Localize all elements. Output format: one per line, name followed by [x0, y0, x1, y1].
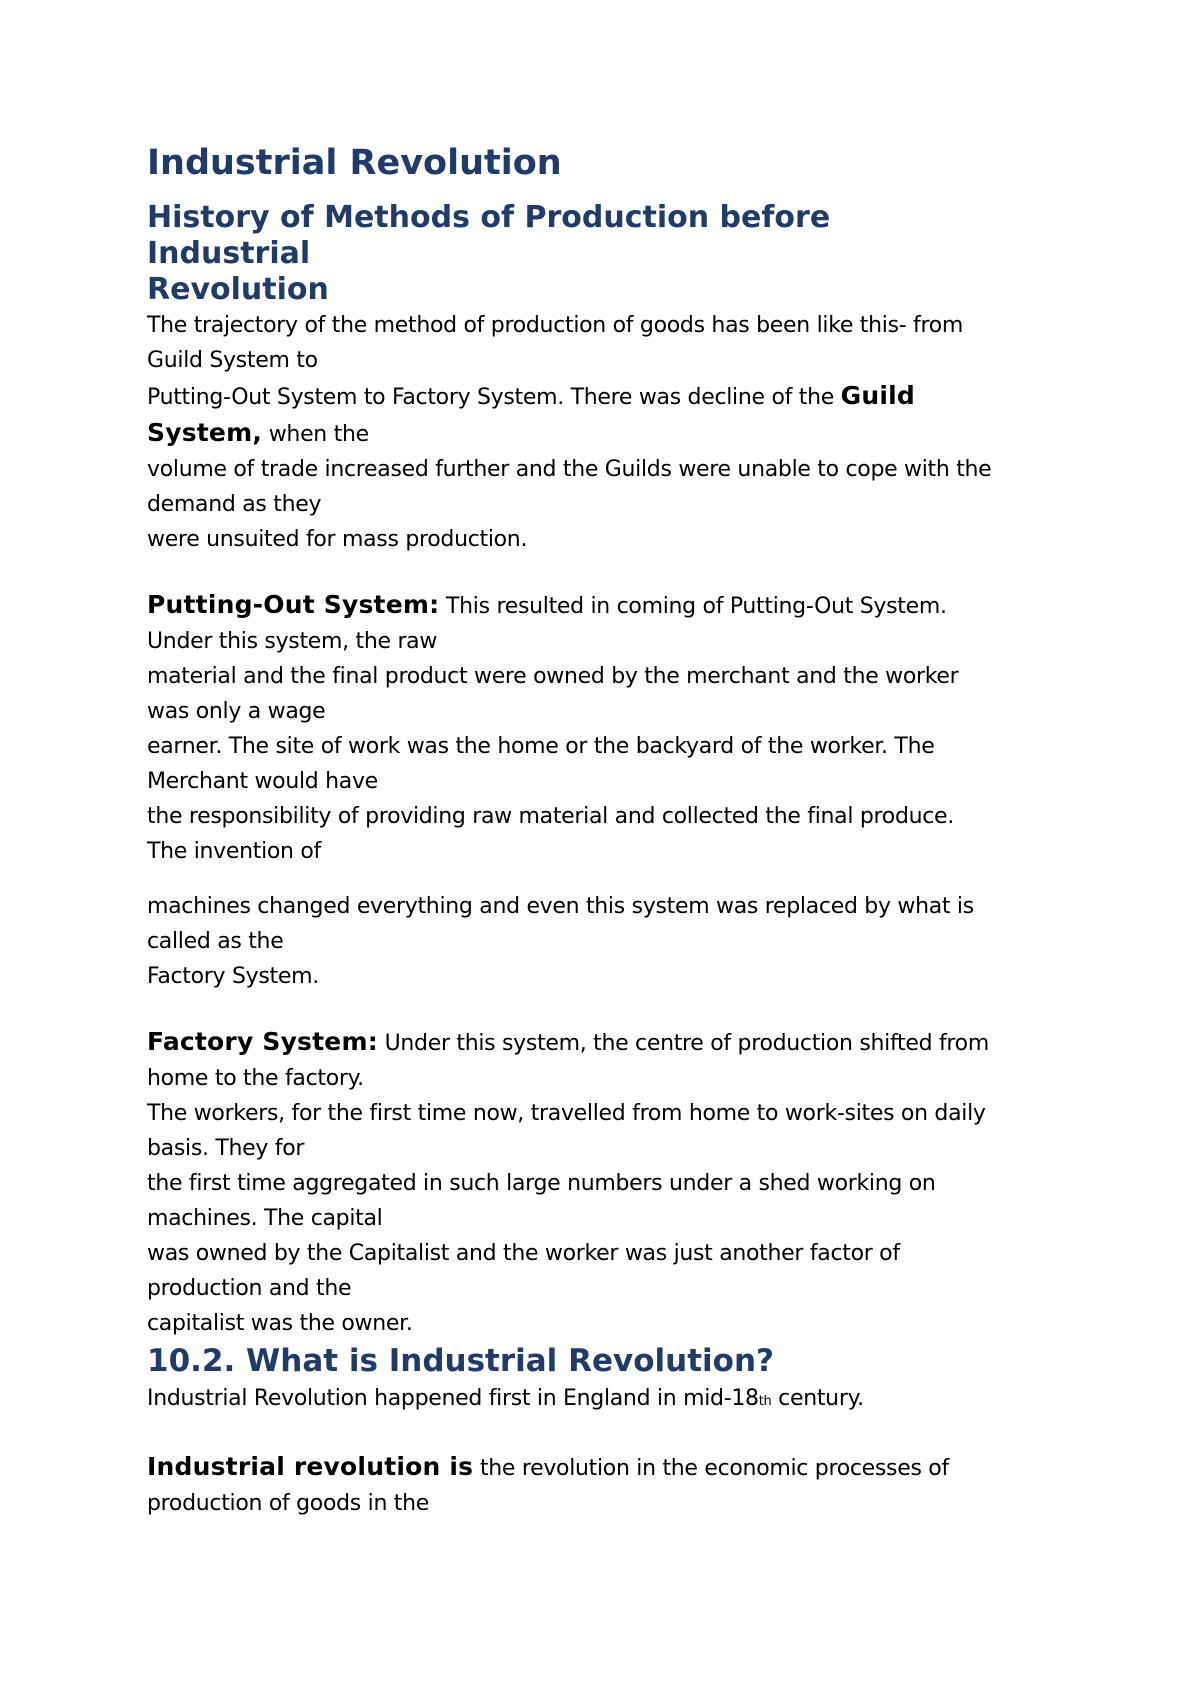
text-line: Under this system, the raw	[147, 629, 438, 654]
bold-term-factory-system: Factory System:	[147, 1027, 378, 1056]
text-line: the responsibility of providing raw material and collected the final produce.	[147, 804, 954, 829]
bold-term-putting-out: Putting-Out System:	[147, 590, 440, 619]
text-line: The trajectory of the method of production of goods has been like this- from	[147, 313, 964, 338]
text-line: was owned by the Capitalist and the worker was just another factor of	[147, 1241, 900, 1266]
bold-term-guild: Guild	[840, 381, 916, 410]
text-run: Putting-Out System to Factory System. There was decline of the	[147, 385, 841, 410]
paragraph-machines	[147, 889, 1067, 994]
heading-line: Industrial	[147, 236, 311, 271]
paragraph-putting-out-system	[147, 587, 1067, 869]
heading-line: History of Methods of Production before	[147, 200, 831, 235]
text-line: volume of trade increased further and the Guilds were unable to cope with the	[147, 457, 992, 482]
document-page	[147, 140, 1067, 1521]
text-line: earner. The site of work was the home or the backyard of the worker. The	[147, 734, 935, 759]
text-line: called as the	[147, 929, 284, 954]
ordinal-suffix: th	[758, 1394, 772, 1409]
text-run: This resulted in coming of Putting-Out System.	[439, 594, 947, 619]
text-line: Factory System.	[147, 964, 319, 989]
text-line: basis. They for	[147, 1136, 305, 1161]
heading-line: Revolution	[147, 272, 329, 307]
text-run: century.	[771, 1386, 864, 1411]
text-run: the revolution in the economic processes of	[473, 1456, 949, 1481]
text-line: capitalist was the owner.	[147, 1311, 413, 1336]
text-line: were unsuited for mass production.	[147, 527, 528, 552]
text-line	[147, 1449, 1067, 1486]
text-line: the first time aggregated in such large numbers under a shed working on	[147, 1171, 936, 1196]
text-line: production of goods in the	[147, 1491, 429, 1516]
document-title: Industrial Revolution	[147, 143, 562, 183]
text-line: machines. The capital	[147, 1206, 383, 1231]
text-line: production and the	[147, 1276, 352, 1301]
text-line: Merchant would have	[147, 769, 378, 794]
text-run: Industrial Revolution happened first in England in mid-18	[147, 1386, 759, 1411]
text-line: The workers, for the first time now, travelled from home to work-sites on daily	[147, 1101, 986, 1126]
section-heading-what-is-ir: 10.2. What is Industrial Revolution?	[147, 1343, 774, 1379]
bold-term-ir-is: Industrial revolution is	[147, 1452, 474, 1481]
text-line: home to the factory.	[147, 1066, 364, 1091]
paragraph-ir-england	[147, 1381, 1067, 1419]
text-line: Guild System to	[147, 348, 318, 373]
text-line	[147, 378, 1067, 415]
text-run: Under this system, the centre of production shifted from	[377, 1031, 989, 1056]
text-line	[147, 1381, 1067, 1419]
text-line: material and the final product were owned by the merchant and the worker	[147, 664, 959, 689]
text-line	[147, 415, 1067, 452]
text-line: demand as they	[147, 492, 322, 517]
text-line	[147, 587, 1067, 624]
text-line: was only a wage	[147, 699, 326, 724]
text-line: machines changed everything and even this system was replaced by what is	[147, 894, 974, 919]
paragraph-guild-system	[147, 308, 1067, 557]
text-run: when the	[262, 422, 369, 447]
section-heading-history	[147, 200, 1067, 308]
text-line	[147, 1024, 1067, 1061]
text-line: The invention of	[147, 839, 322, 864]
bold-term-system: System,	[147, 418, 263, 447]
paragraph-factory-system	[147, 1024, 1067, 1341]
paragraph-ir-definition	[147, 1449, 1067, 1521]
